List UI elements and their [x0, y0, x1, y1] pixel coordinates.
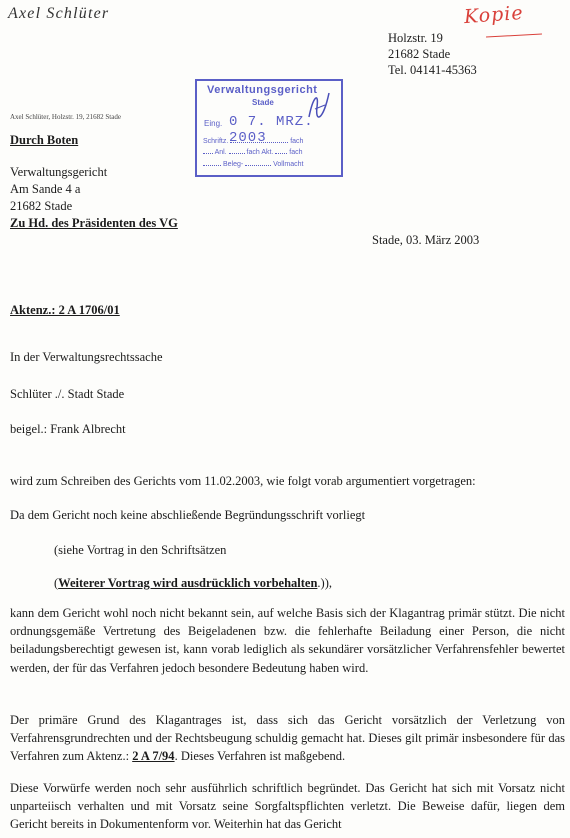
p6-file-ref: 2 A 7/94 [132, 749, 175, 764]
case-intro: In der Verwaltungsrechtssache [10, 350, 163, 364]
body-paragraph-7: Diese Vorwürfe werden noch sehr ausführlich schriftlich begründet. Das Gericht hat sich mit Vorsatz nicht unparteiisch verhalten und mit Vorsatz seine Sorgfaltspflichten verletzt. Die Beweise dafür, liegen dem Gericht bereits in Dokumentenform vor. Weiterhin hat das Gericht [10, 781, 565, 832]
stamp-initials-signature [305, 87, 333, 127]
stamp-date: 0 7. MRZ. 2003 [229, 114, 314, 146]
stamp-row-2-a: Anl. [214, 149, 227, 156]
stamp-row-3-a: Beleg- [222, 161, 244, 168]
p4-paren-open: ( [54, 576, 59, 590]
recipient-line-3: 21682 Stade [10, 199, 73, 213]
case-parties: Schlüter ./. Stadt Stade [10, 387, 125, 401]
stamp-row-2 [203, 149, 303, 156]
stamp-place: Stade [252, 98, 274, 107]
stamp-row-1-a: Schriftz. [203, 138, 229, 145]
date-line: Stade, 03. März 2003 [372, 233, 480, 247]
sender-phone: Tel. 04141-45363 [388, 63, 477, 77]
stamp-row-2-d: fach [289, 149, 303, 156]
joined-party: beigel.: Frank Albrecht [10, 422, 126, 436]
delivery-method: Durch Boten [10, 133, 79, 147]
recipient-line-2: Am Sande 4 a [10, 182, 81, 196]
stamp-row-3-b: Vollmacht [273, 161, 304, 168]
stamp-row-1 [203, 138, 303, 145]
body-paragraph-2: Da dem Gericht noch keine abschließende Begründungsschrift vorliegt [10, 508, 366, 522]
body-paragraph-6 [10, 711, 565, 766]
body-paragraph-3: (siehe Vortrag in den Schriftsätzen [54, 543, 227, 557]
sender-city: 21682 Stade [388, 47, 451, 61]
p4-reservation-emphasis: Weiterer Vortrag wird ausdrücklich vorbehalten [58, 576, 318, 590]
sender-name-header: Axel Schlüter [8, 5, 110, 22]
stamp-row-3 [203, 161, 303, 168]
return-address-line: Axel Schlüter, Holzstr. 19, 21682 Stade [10, 113, 121, 121]
body-paragraph-5: kann dem Gericht wohl noch nicht bekannt sein, auf welche Basis sich der Klagantrag primär stützt. Die nicht ordnungsgemäße Vertretung des Beigeladenen bzw. die fehlerhafte Beiladung einer Person, die nicht beiladungsberechtigt gewesen ist, kann vorab lediglich als sekundärer vorsätzlicher Verfahrensfehler bewertet werden, der für das Verfahren jedoch besondere Bedeutung haben wird. [10, 606, 565, 675]
recipient-attention: Zu Hd. des Präsidenten des VG [10, 216, 178, 230]
stamp-row-1-b: fach [290, 138, 304, 145]
p4-tail: .)), [317, 576, 332, 590]
recipient-line-1: Verwaltungsgericht [10, 165, 108, 179]
body-paragraph-1: wird zum Schreiben des Gerichts vom 11.02.2003, wie folgt vorab argumentiert vorgetragen: [10, 474, 476, 488]
copy-mark-underline [486, 34, 542, 38]
p6-text-before: Der primäre Grund des Klagantrages ist, dass sich das Gericht vorsätzlich der Verletzung von Verfahrensgrundrechten und der Rechtsbeugung schuldig gemacht hat. Dieses gilt primär insbesondere für das Verfahren zum Aktenz.: [10, 713, 565, 764]
copy-mark-handwritten: Kopie [463, 1, 525, 29]
sender-street: Holzstr. 19 [388, 31, 443, 45]
file-reference: Aktenz.: 2 A 1706/01 [10, 303, 120, 317]
stamp-row-2-c: Akt. [261, 149, 274, 156]
p6-text-after: . Dieses Verfahren ist maßgebend. [174, 749, 346, 764]
stamp-row-2-b: fach [246, 149, 260, 156]
received-stamp [195, 79, 343, 177]
stamp-received-label: Eing. [204, 119, 223, 128]
stamp-court-name: Verwaltungsgericht [207, 84, 318, 96]
body-paragraph-4 [54, 576, 332, 591]
